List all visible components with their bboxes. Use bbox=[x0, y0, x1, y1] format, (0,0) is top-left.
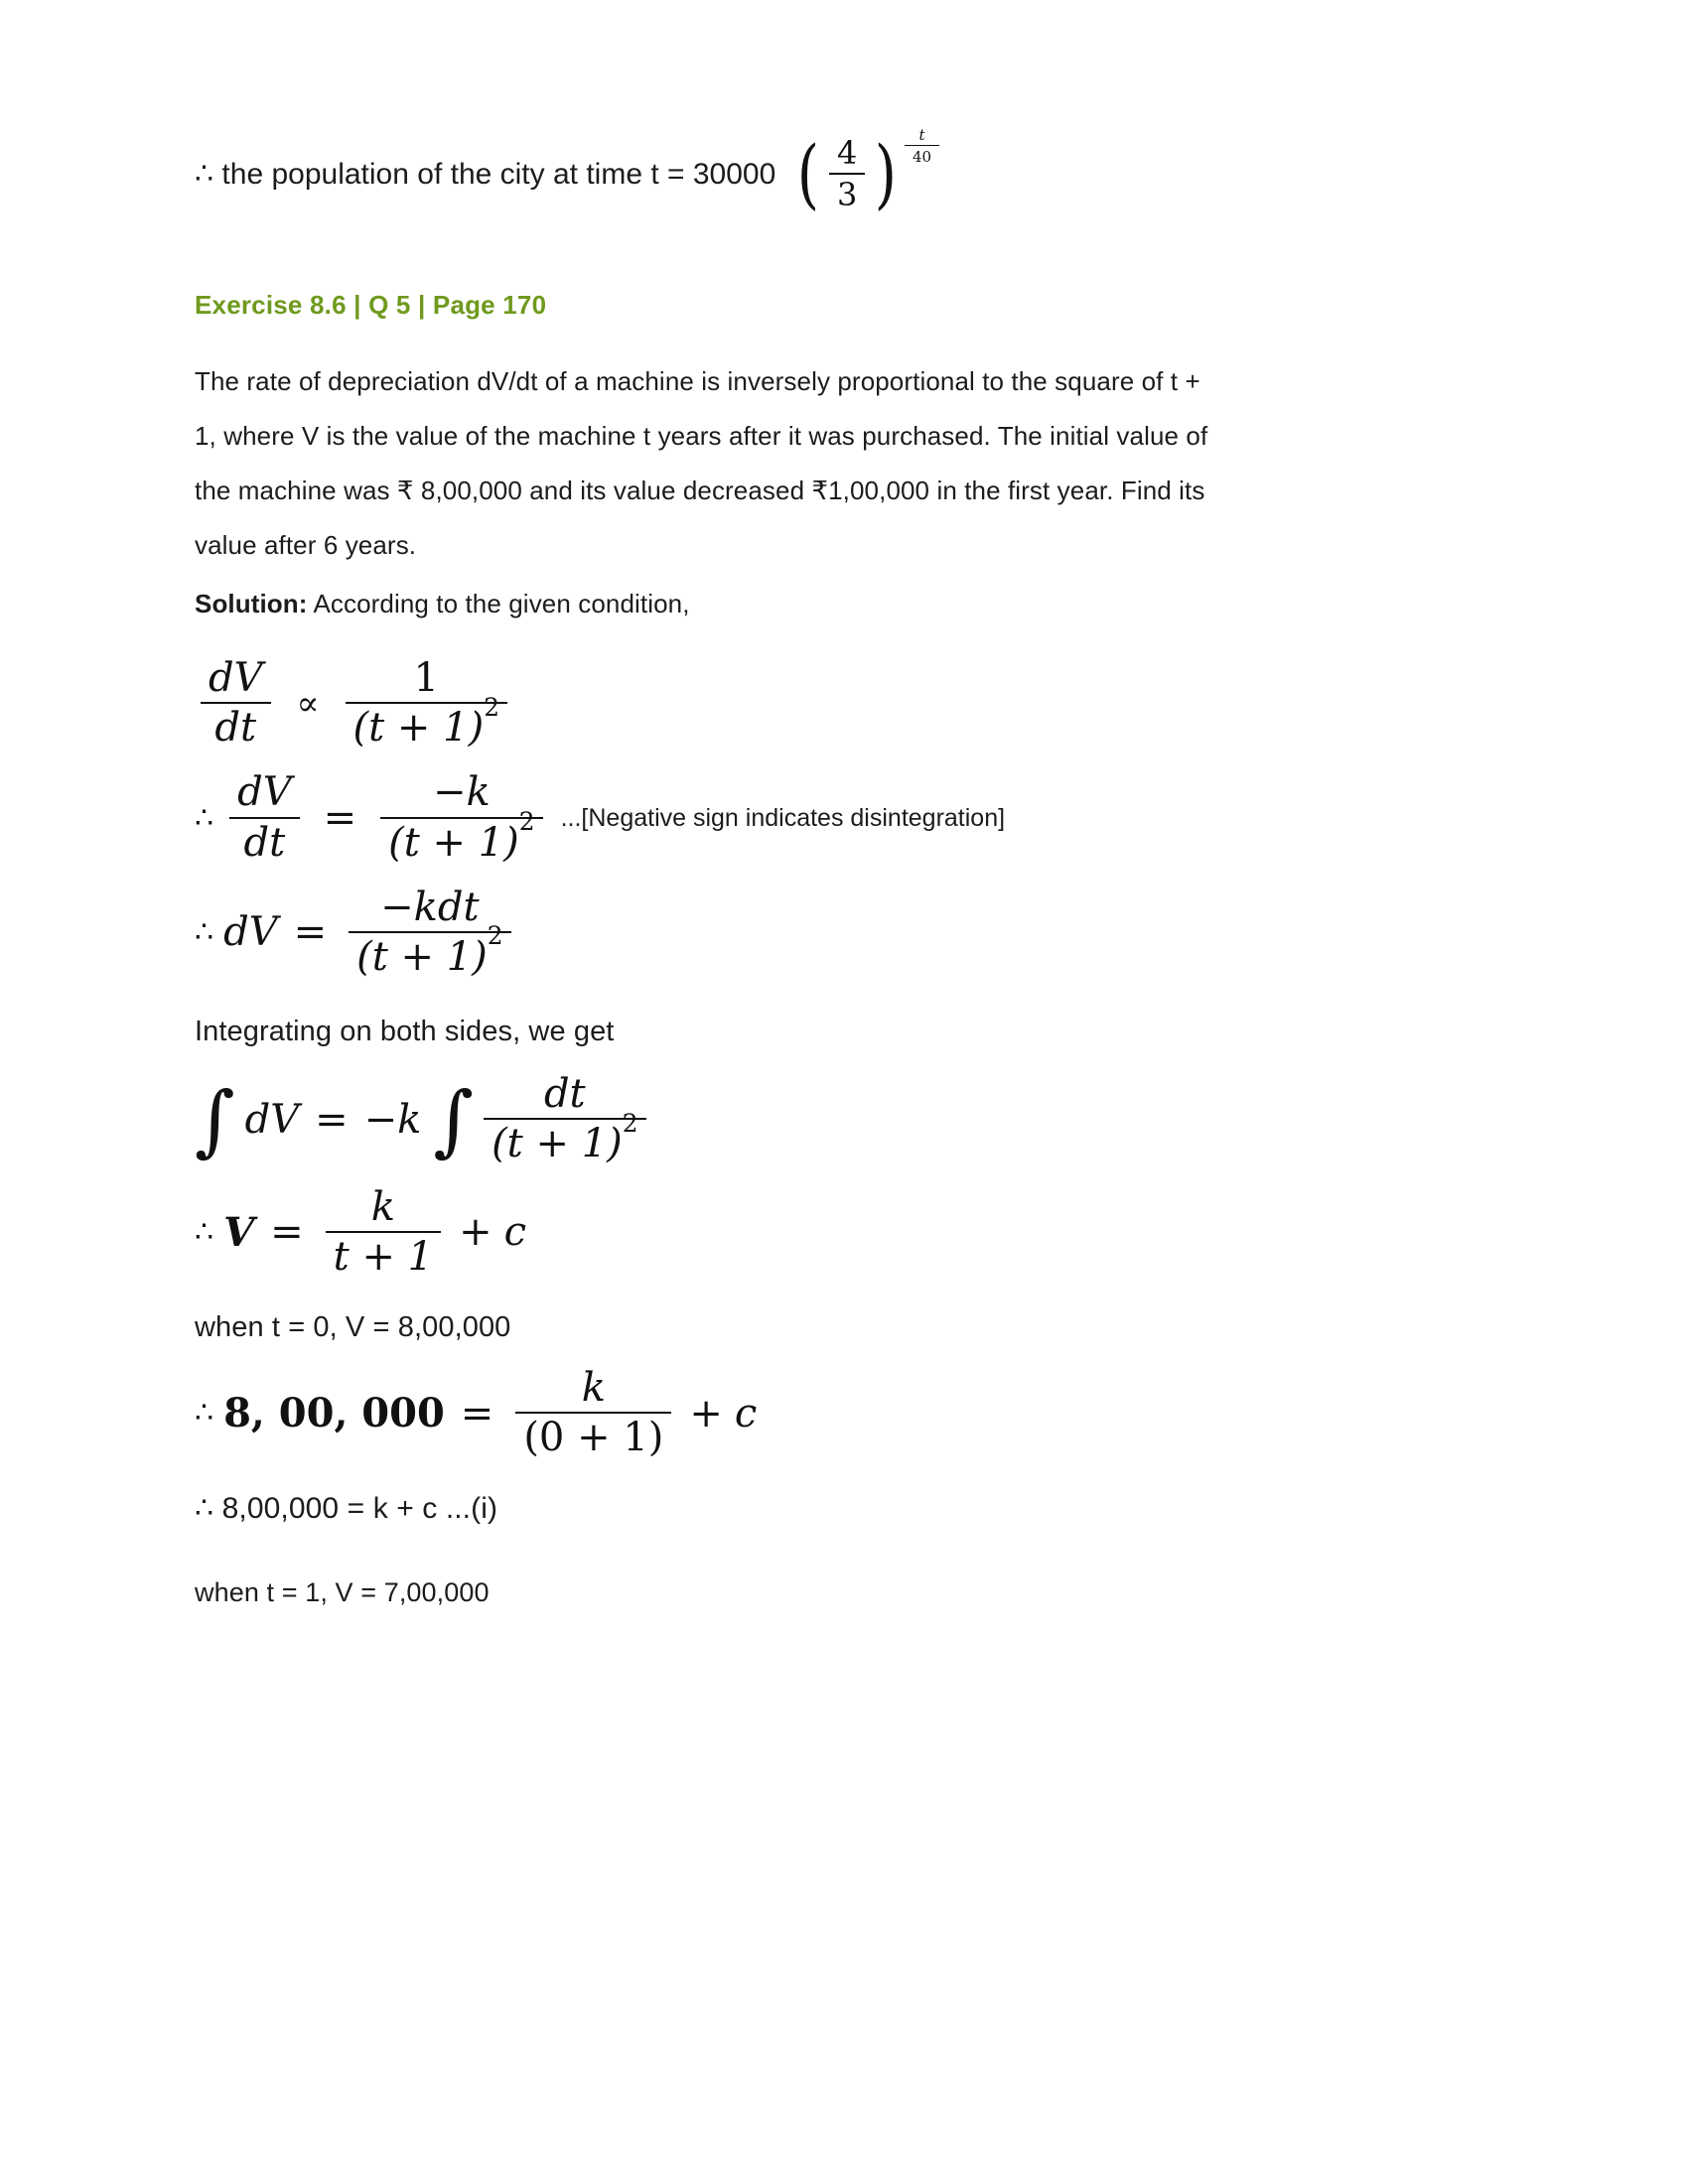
question-line-2: 1, where V is the value of the machine t years after it was purchased. The initial value of bbox=[195, 421, 1208, 451]
solution-label: Solution: bbox=[195, 589, 308, 618]
question-line-1: The rate of depreciation dV/dt of a machine is inversely proportional to the square of t + bbox=[195, 366, 1200, 396]
eq4-rhs-numerator: dt bbox=[543, 1071, 586, 1118]
eq6-lhs: 8, 00, 000 bbox=[223, 1390, 445, 1437]
eq6-constant: c bbox=[734, 1390, 758, 1436]
eq2-note: ...[Negative sign indicates disintegration] bbox=[560, 803, 1006, 832]
eq2-rhs-denominator-group bbox=[380, 807, 542, 866]
eq4-rhs-denominator: (t + 1) bbox=[492, 1121, 623, 1167]
eq1-lhs-denominator: dt bbox=[214, 705, 257, 751]
eq2-lhs-denominator: dt bbox=[243, 819, 286, 866]
eq3-rhs-numerator: −kdt bbox=[380, 884, 480, 930]
equation-5 bbox=[195, 1183, 1485, 1280]
eq2-lhs-numerator: dV bbox=[237, 769, 292, 816]
solution-intro-line bbox=[195, 577, 1485, 631]
eq5-rhs-fraction bbox=[326, 1183, 441, 1280]
eq2-equals-sign: = bbox=[323, 795, 357, 842]
eq1-rhs-denominator: (t + 1) bbox=[352, 705, 485, 751]
population-conclusion-line bbox=[195, 119, 1485, 228]
eq4-rhs-exponent: 2 bbox=[622, 1108, 638, 1138]
eq6-rhs-numerator: k bbox=[581, 1364, 606, 1411]
eq6-rhs-fraction bbox=[515, 1364, 671, 1461]
eq3-rhs-denominator-group bbox=[349, 921, 510, 980]
integral-sign-right: ∫ bbox=[433, 1076, 475, 1166]
eq1-lhs-numerator: dV bbox=[209, 655, 263, 701]
eq3-rhs-fraction bbox=[349, 884, 510, 980]
eq1-rhs-numerator: 1 bbox=[413, 655, 439, 701]
eq1-rhs-fraction bbox=[346, 657, 507, 750]
exercise-heading: Exercise 8.6 | Q 5 | Page 170 bbox=[195, 290, 547, 320]
eq4-coefficient: −k bbox=[363, 1096, 422, 1143]
eq3-therefore-symbol: ∴ bbox=[195, 914, 214, 950]
question-line-4: value after 6 years. bbox=[195, 530, 417, 560]
eq4-rhs-fraction bbox=[484, 1073, 645, 1165]
eq1-rhs-exponent: 2 bbox=[484, 692, 499, 722]
question-paragraph bbox=[195, 354, 1485, 573]
equation-2 bbox=[195, 771, 1485, 864]
eq2-lhs-fraction bbox=[229, 771, 300, 864]
page-content bbox=[195, 119, 1485, 1620]
equation-3 bbox=[195, 884, 1485, 980]
eq6-rhs-denominator: (0 + 1) bbox=[523, 1415, 664, 1461]
eq3-rhs-denominator: (t + 1) bbox=[356, 933, 488, 980]
condition-line-1: when t = 0, V = 8,00,000 bbox=[195, 1310, 511, 1343]
eq1-rhs-denominator-group bbox=[346, 692, 507, 751]
eq2-rhs-numerator: −k bbox=[432, 769, 491, 816]
eq5-lhs: V bbox=[223, 1208, 255, 1256]
eq5-rhs-denominator: t + 1 bbox=[333, 1233, 434, 1280]
equation-6 bbox=[195, 1364, 1485, 1461]
eq5-rhs-numerator: k bbox=[370, 1183, 396, 1230]
fraction-denominator: 3 bbox=[836, 175, 858, 213]
equation-1 bbox=[195, 657, 1485, 750]
equation-7-line: ∴ 8,00,000 = k + c ...(i) bbox=[195, 1492, 498, 1526]
eq2-rhs-fraction bbox=[380, 771, 542, 864]
fraction-four-thirds bbox=[823, 133, 871, 213]
eq3-rhs-exponent: 2 bbox=[487, 921, 503, 951]
eq5-therefore-symbol: ∴ bbox=[195, 1214, 214, 1250]
question-line-3: the machine was ₹ 8,00,000 and its value decreased ₹1,00,000 in the first year. Find its bbox=[195, 476, 1205, 505]
eq4-equals-sign: = bbox=[315, 1096, 349, 1143]
exponent-denominator: 40 bbox=[912, 148, 932, 167]
integrating-text: Integrating on both sides, we get bbox=[195, 1016, 615, 1048]
eq3-lhs: dV bbox=[223, 909, 278, 956]
fraction-numerator: 4 bbox=[836, 133, 858, 172]
eq6-therefore-symbol: ∴ bbox=[195, 1396, 214, 1432]
eq5-equals-sign: = bbox=[270, 1209, 304, 1256]
integral-sign-left: ∫ bbox=[195, 1076, 235, 1166]
eq5-plus-sign: + bbox=[459, 1209, 492, 1256]
eq6-plus-sign: + bbox=[689, 1390, 723, 1436]
condition-line-2: when t = 1, V = 7,00,000 bbox=[195, 1577, 490, 1608]
eq1-lhs-fraction bbox=[201, 657, 271, 750]
eq3-equals-sign: = bbox=[293, 909, 328, 956]
exponent-t-over-40 bbox=[903, 127, 941, 165]
eq1-proportional-sign: ∝ bbox=[296, 683, 320, 724]
eq6-equals-sign: = bbox=[460, 1390, 494, 1436]
eq2-rhs-exponent: 2 bbox=[518, 807, 535, 837]
left-paren: ( bbox=[797, 128, 820, 217]
exponent-numerator: t bbox=[918, 126, 925, 144]
equation-4 bbox=[195, 1073, 1485, 1165]
eq5-constant: c bbox=[503, 1209, 527, 1256]
solution-intro-text: According to the given condition, bbox=[313, 589, 690, 618]
eq4-rhs-denominator-group bbox=[484, 1108, 645, 1167]
eq4-lhs: dV bbox=[244, 1096, 300, 1143]
right-paren: ) bbox=[875, 128, 898, 217]
eq2-rhs-denominator: (t + 1) bbox=[388, 819, 519, 866]
eq2-therefore-symbol: ∴ bbox=[195, 800, 214, 836]
population-conclusion-text: ∴ the population of the city at time t = 30000 bbox=[195, 157, 776, 191]
